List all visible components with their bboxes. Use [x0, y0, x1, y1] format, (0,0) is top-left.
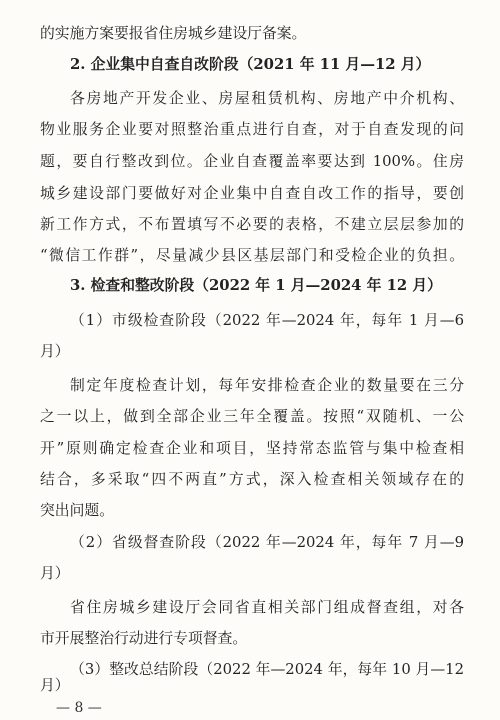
text-line: 月）	[40, 565, 70, 582]
section-heading: 3. 检查和整改阶段（2022 年 1 月—2024 年 12 月）	[70, 277, 442, 294]
text-line: 的实施方案要报省住房城乡建设厅备案。	[40, 25, 307, 42]
subsection-heading: （1）市级检查阶段（2022 年—2024 年，每年 1 月—6	[70, 312, 464, 329]
subsection-heading: （3）整改总结阶段（2022 年—2024 年，每年 10 月—12	[70, 661, 464, 678]
subsection-heading: （2）省级督查阶段（2022 年—2024 年，每年 7 月—9	[70, 534, 464, 551]
text-line: 月）	[40, 677, 70, 694]
text-line: 制定年度检查计划，每年安排检查企业的数量要在三分	[70, 377, 464, 394]
text-line: 城乡建设部门要做好对企业集中自查自改工作的指导，要创	[40, 185, 464, 202]
text-line: 省住房城乡建设厅会同省直相关部门组成督查组，对各	[70, 599, 464, 616]
text-line: 题，要自行整改到位。企业自查覆盖率要达到 100%。住房	[40, 153, 464, 170]
text-line: 月）	[40, 343, 70, 360]
text-line: 之一以上，做到全部企业三年全覆盖。按照“双随机、一公	[40, 408, 464, 425]
text-line: 物业服务企业要对照整治重点进行自查，对于自查发现的问	[40, 121, 464, 138]
text-line: 各房地产开发企业、房屋租赁机构、房地产中介机构、	[70, 90, 464, 107]
section-heading: 2. 企业集中自查自改阶段（2021 年 11 月—12 月）	[70, 56, 431, 73]
text-line: 市开展整治行动进行专项督查。	[40, 630, 248, 647]
text-line: 新工作方式，不布置填写不必要的表格，不建立层层参加的	[40, 216, 464, 233]
page-number: — 8 —	[56, 700, 102, 716]
text-line: 结合，多采取“四不两直”方式，深入检查相关领域存在的	[40, 471, 464, 488]
text-line: “微信工作群”，尽量减少县区基层部门和受检企业的负担。	[40, 247, 464, 264]
text-line: 突出问题。	[40, 502, 114, 519]
text-line: 开”原则确定检查企业和项目，坚持常态监管与集中检查相	[40, 440, 464, 457]
